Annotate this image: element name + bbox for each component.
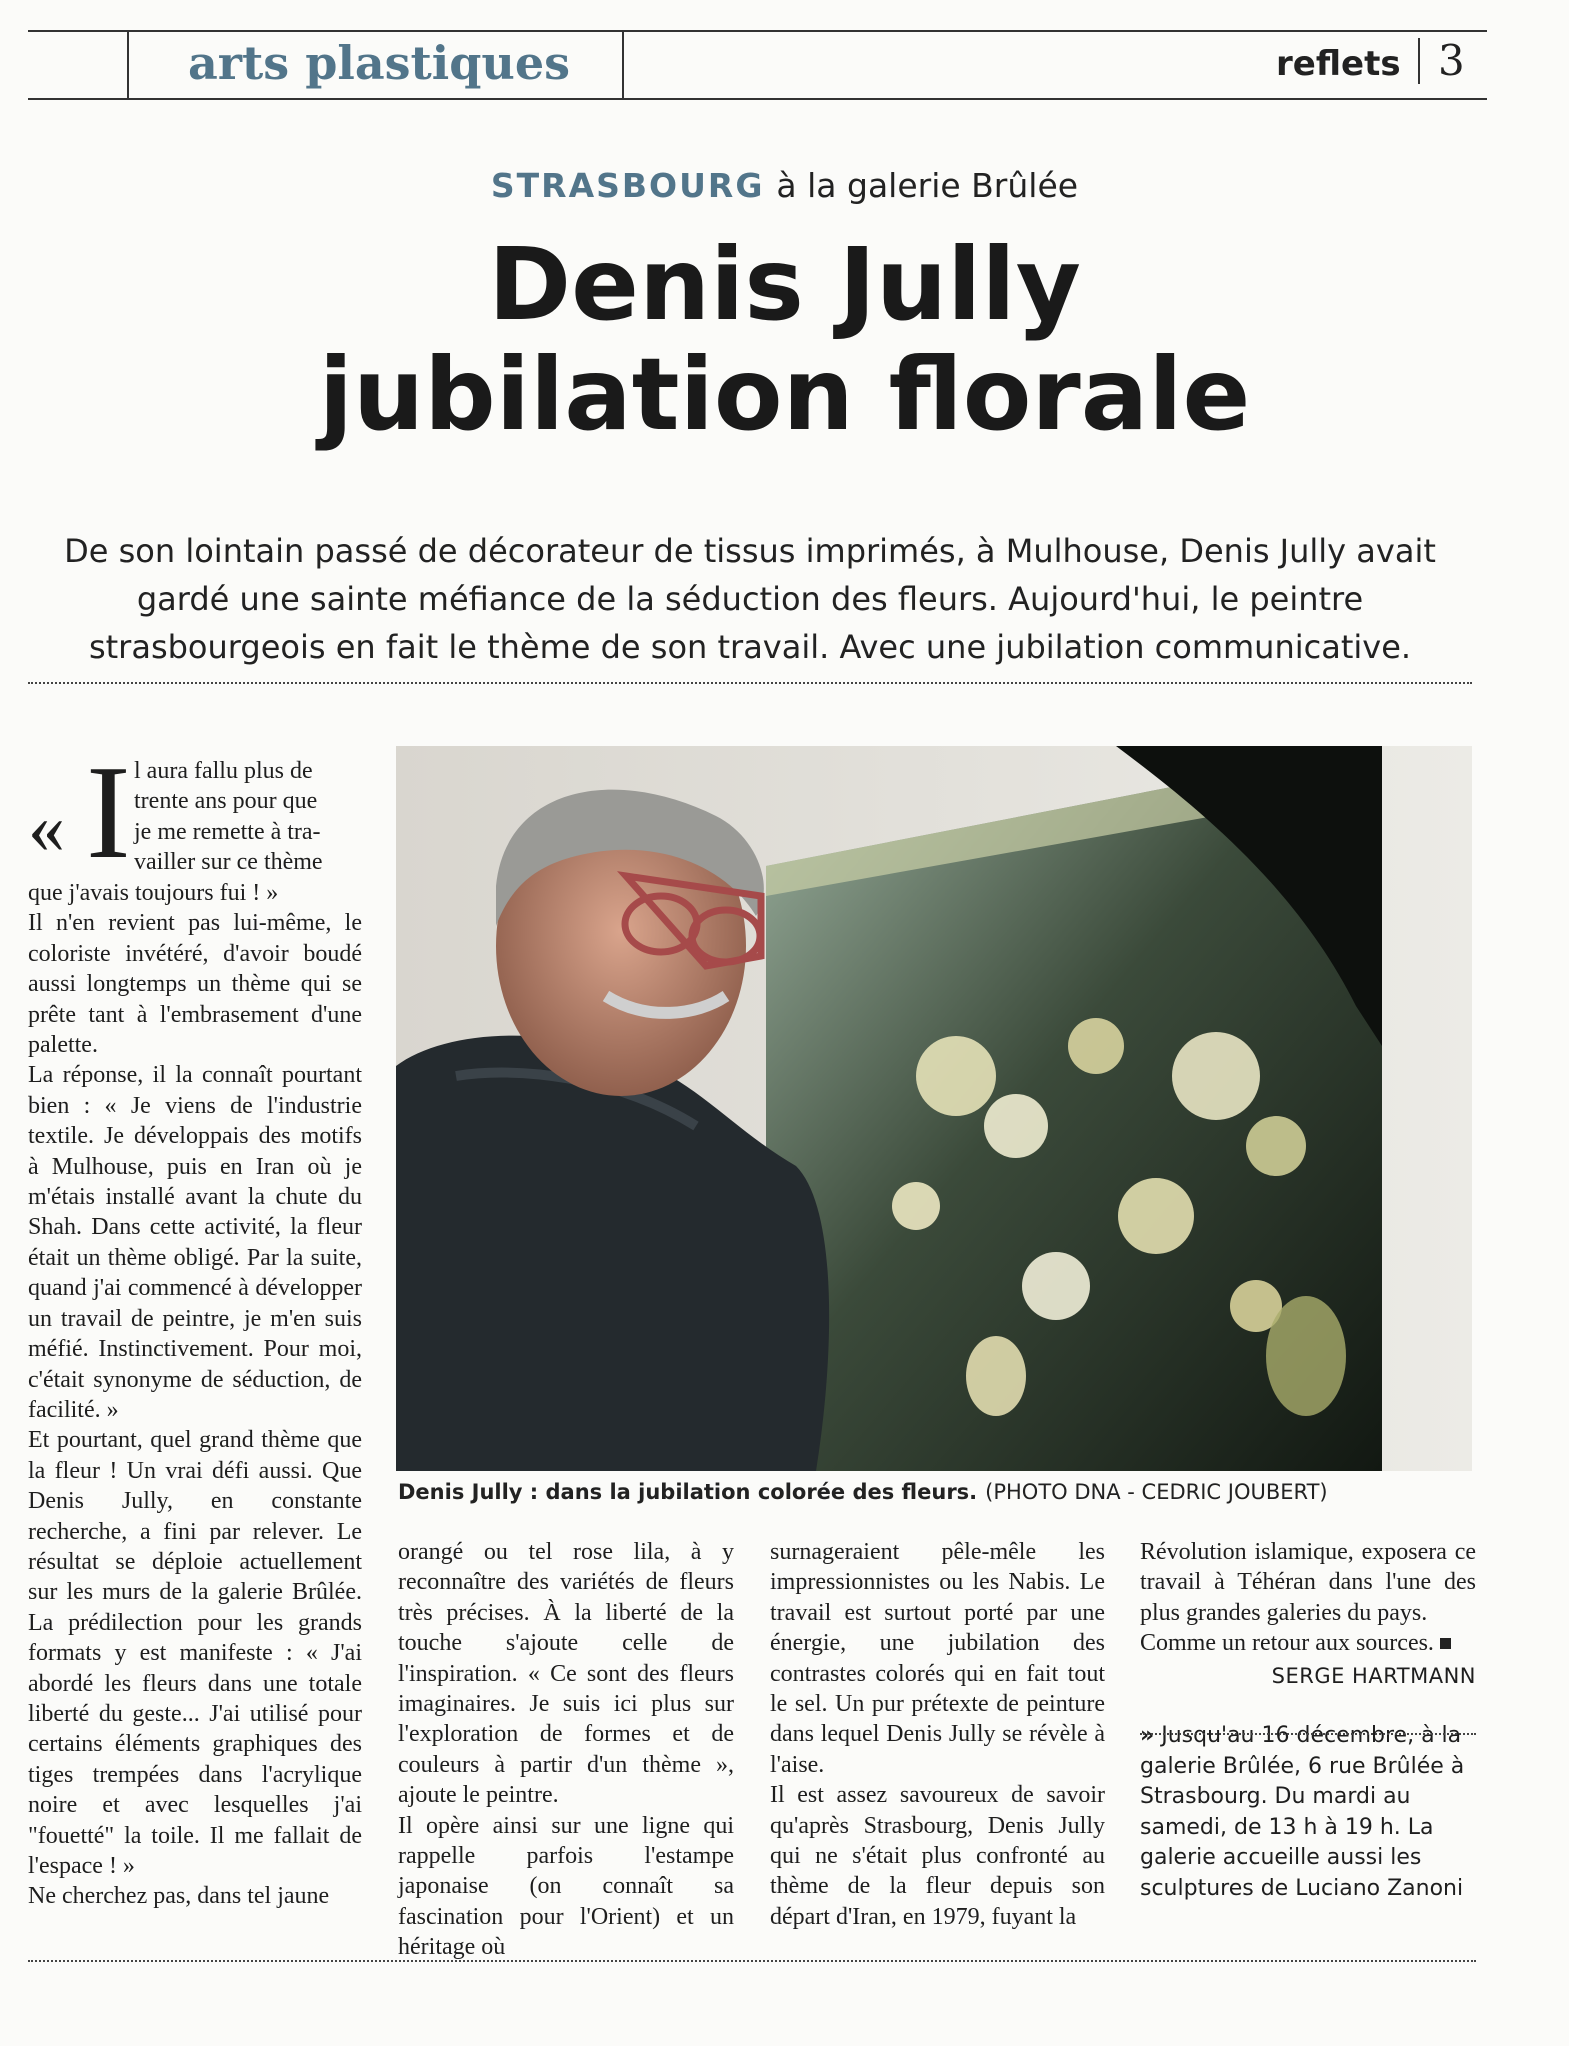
page-number-divider bbox=[1418, 38, 1420, 84]
info-arrow-icon: » bbox=[1140, 1723, 1155, 1749]
kicker-venue: à la galerie Brûlée bbox=[776, 166, 1079, 205]
paragraph: La réponse, il la connaît pourtant bien : « Je viens de l'industrie textile. Je développais des motifs à Mulhouse, puis en Iran où je m'étais installé avant la chute du Shah. Dans cette activité, la fleur était un thème obligé. Par la suite, quand j'ai commencé à développer un travail de peintre, je m'en suis méfié. Instinctivement. Pour moi, c'était synonyme de séduction, de facilité. » bbox=[28, 1062, 362, 1423]
dropcap-letter: I bbox=[86, 738, 131, 886]
paragraph: Il n'en revient pas lui-même, le coloriste invétéré, d'avoir boudé aussi longtemps un thème qui se prête tant à l'embrasement d'une palette. bbox=[28, 910, 362, 1059]
standfirst bbox=[30, 527, 1470, 671]
byline-divider bbox=[1140, 1733, 1476, 1735]
page-number: 3 bbox=[1438, 36, 1465, 85]
dropcap-block bbox=[28, 738, 362, 886]
paragraph: que j'avais toujours fui ! » bbox=[28, 880, 279, 906]
section-title: arts plastiques bbox=[188, 36, 571, 90]
paragraph: orangé ou tel rose lila, à y reconnaître des variétés de fleurs très précises. À la liberté de la touche s'ajoute celle de l'inspiration. « Ce sont des fleurs imaginaires. Je suis ici plus sur l'exploration de formes et de couleurs à partir d'un thème », ajoute le peintre. bbox=[398, 1539, 734, 1809]
paragraph: Il est assez savoureux de savoir qu'après Strasbourg, Denis Jully qui ne s'était plus confronté au thème de la fleur depuis son départ d'Iran, en 1979, fuyant la bbox=[770, 1782, 1105, 1930]
standfirst-line: De son lointain passé de décorateur de tissus imprimés, à Mulhouse, Denis Jully avait bbox=[64, 532, 1436, 570]
article-column-4 bbox=[1140, 1537, 1476, 1904]
end-mark-icon bbox=[1440, 1638, 1451, 1649]
kicker-location: STRASBOURG bbox=[490, 166, 765, 205]
article-column-3 bbox=[770, 1537, 1105, 1932]
article-photo bbox=[396, 746, 1472, 1471]
photo-caption bbox=[398, 1480, 1478, 1504]
title-line-2: jubilation florale bbox=[318, 336, 1251, 453]
paragraph: Et pourtant, quel grand thème que la fleur ! Un vrai défi aussi. Que Denis Jully, en constante recherche, a fini par relever. Le résultat se déploie actuellement sur les murs de la galerie Brûlée. La prédilection pour les grands formats y est manifeste : « J'ai abordé les fleurs dans une totale liberté du geste... J'ai utilisé pour certains éléments graphiques des tiges trempées dans l'acrylique noire et avec lesquelles j'ai "fouetté" la toile. Il me fallait de l'espace ! » bbox=[28, 1427, 362, 1879]
article-kicker bbox=[0, 166, 1569, 205]
header-divider-left bbox=[127, 30, 129, 100]
photo-illustration bbox=[396, 746, 1472, 1471]
paragraph: Ne cherchez pas, dans tel jaune bbox=[28, 1883, 330, 1910]
info-text: Jusqu'au 16 décembre, à la galerie Brûlée, 6 rue Brûlée à Strasbourg. Du mardi au samedi, de 13 h à 19 h. La galerie accueille aussi les sculptures de Luciano Zanoni bbox=[1140, 1723, 1465, 1901]
dropcap-line: je me remette à tra- bbox=[134, 818, 321, 845]
article-title bbox=[0, 226, 1569, 453]
closing-sentence: Comme un retour aux sources. bbox=[1140, 1630, 1434, 1657]
opening-quote-mark: « bbox=[28, 787, 65, 869]
caption-text: Denis Jully : dans la jubilation colorée des fleurs. bbox=[398, 1480, 978, 1504]
dropcap-line: trente ans pour que bbox=[134, 788, 318, 815]
page-bottom-rule bbox=[28, 1960, 1476, 1962]
dropcap-line: l aura fallu plus de bbox=[134, 758, 313, 784]
header-divider-right bbox=[622, 30, 624, 100]
photo-credit: (PHOTO DNA - CEDRIC JOUBERT) bbox=[985, 1480, 1328, 1504]
article-column-1 bbox=[28, 738, 362, 1912]
standfirst-line: gardé une sainte méfiance de la séduction des fleurs. Aujourd'hui, le peintre bbox=[136, 580, 1364, 618]
dropcap-line: vailler sur ce thème bbox=[134, 849, 323, 876]
paragraph: Révolution islamique, exposera ce travail à Téhéran dans l'une des plus grandes galeries du pays. bbox=[1140, 1539, 1476, 1626]
paragraph: surnageraient pêle-mêle les impressionnistes ou les Nabis. Le travail est surtout porté par une énergie, une jubilation des contrastes colorés qui en fait tout le sel. Un pur prétexte de peinture dans lequel Denis Jully se révèle à l'aise. bbox=[770, 1539, 1105, 1778]
article-column-2 bbox=[398, 1537, 734, 1963]
author-byline: SERGE HARTMANN bbox=[1271, 1663, 1476, 1688]
standfirst-divider bbox=[28, 682, 1472, 684]
publication-brand: reflets bbox=[1276, 44, 1401, 84]
practical-info bbox=[1140, 1721, 1476, 1904]
header-bottom-rule bbox=[28, 98, 1487, 100]
paragraph: Il opère ainsi sur une ligne qui rappelle parfois l'estampe japonaise (on connaît sa fascination pour l'Orient) et un héritage où bbox=[398, 1812, 734, 1961]
paragraph bbox=[1140, 1628, 1476, 1658]
header-top-rule bbox=[28, 30, 1487, 32]
standfirst-line: strasbourgeois en fait le thème de son travail. Avec une jubilation communicative. bbox=[88, 628, 1412, 666]
title-line-1: Denis Jully bbox=[488, 226, 1081, 343]
